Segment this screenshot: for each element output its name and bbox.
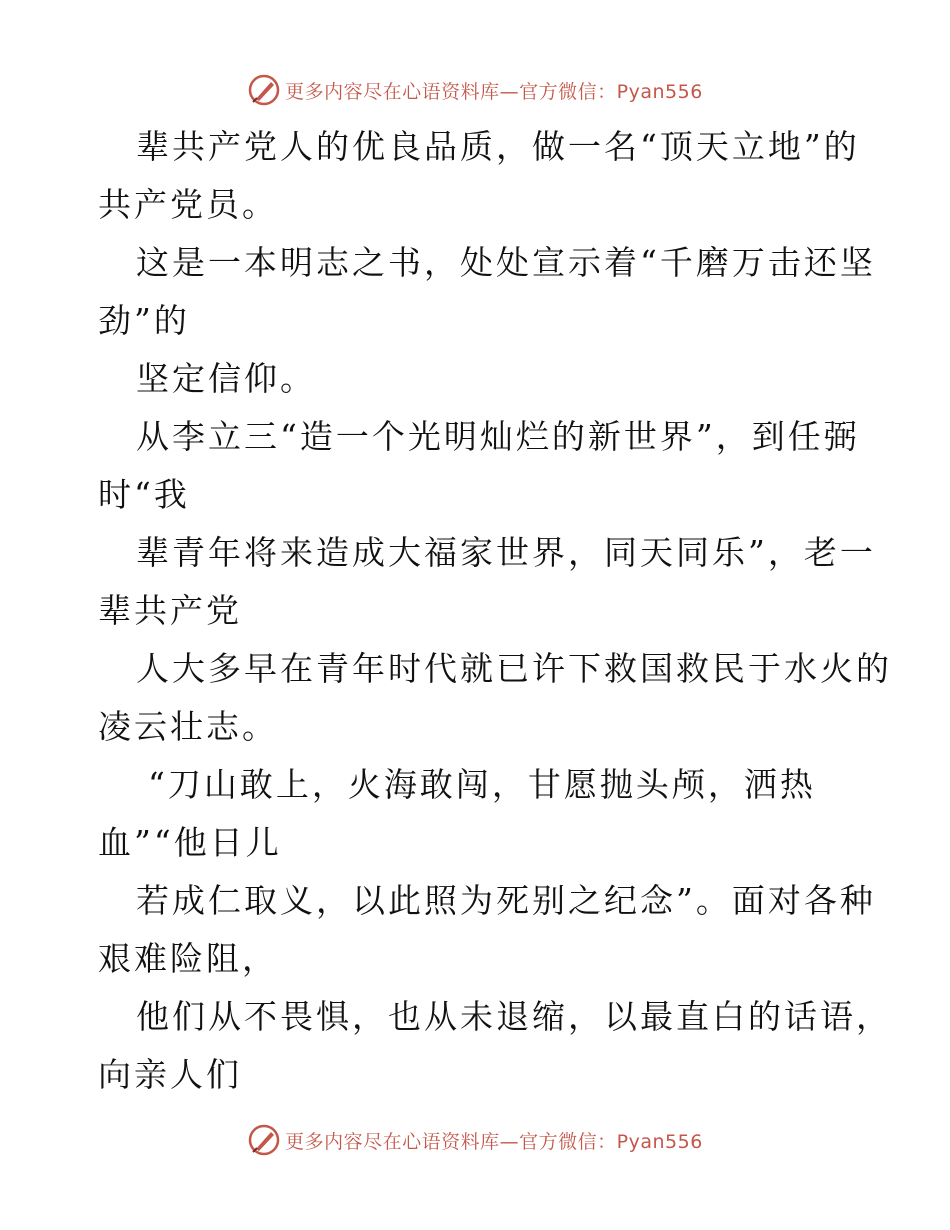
body-line: “刀山敢上，火海敢闯，甘愿抛头颅，洒热 <box>148 765 816 804</box>
body-line: 共产党员。 <box>98 185 278 224</box>
watermark-text: 更多内容尽在心语资料库—官方微信：Pyan556 <box>285 1130 703 1153</box>
body-line: 辈共产党人的优良品质，做一名“顶天立地”的 <box>136 127 860 166</box>
body-line: 若成仁取义，以此照为死别之纪念”。面对各种 <box>136 881 876 920</box>
body-line: 辈共产党 <box>98 591 242 630</box>
body-line: 时“我 <box>98 475 190 514</box>
body-line: 血”“他日儿 <box>98 823 282 862</box>
quill-pen-logo-icon <box>247 1123 281 1157</box>
footer-watermark <box>0 1120 950 1160</box>
body-line: 这是一本明志之书，处处宣示着“千磨万击还坚 <box>136 243 876 282</box>
body-line: 凌云壮志。 <box>98 707 278 746</box>
header-watermark <box>0 70 950 110</box>
body-line: 从李立三“造一个光明灿烂的新世界”，到任弼 <box>136 417 860 456</box>
body-line: 劲”的 <box>98 301 190 340</box>
body-line: 向亲人们 <box>98 1055 242 1094</box>
body-line: 辈青年将来造成大福家世界，同天同乐”，老一 <box>136 533 876 572</box>
watermark-text: 更多内容尽在心语资料库—官方微信：Pyan556 <box>285 80 703 103</box>
body-line: 人大多早在青年时代就已许下救国救民于水火的 <box>136 649 892 688</box>
quill-pen-logo-icon <box>247 73 281 107</box>
body-line: 他们从不畏惧，也从未退缩，以最直白的话语， <box>136 997 892 1036</box>
body-line: 艰难险阻， <box>98 939 278 978</box>
body-line: 坚定信仰。 <box>136 359 316 398</box>
